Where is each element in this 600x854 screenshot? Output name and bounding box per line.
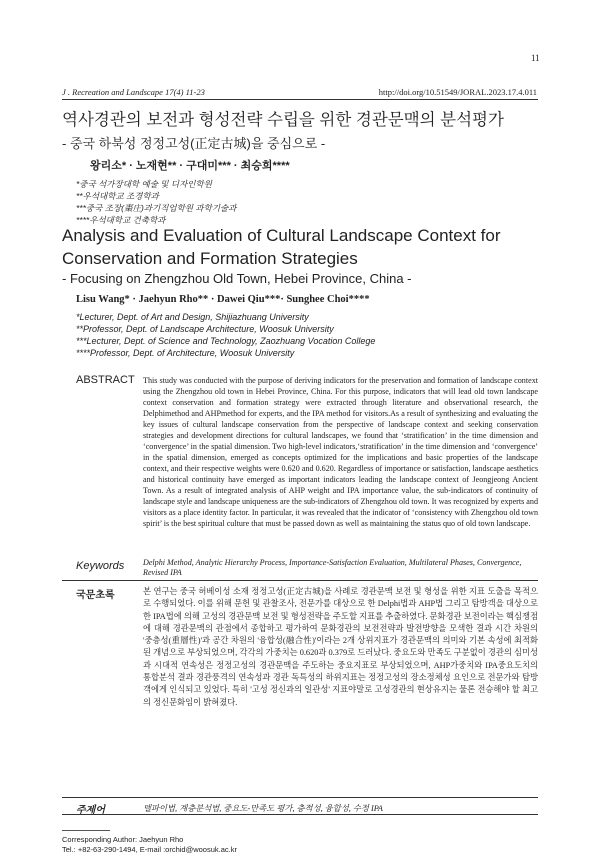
keywords-rule: [62, 580, 538, 581]
korean-keywords-label: 주제어: [76, 805, 105, 816]
korean-authors: 왕리소* · 노재현** · 구대미*** · 최승희****: [90, 160, 290, 172]
footnote-corresponding-author: Corresponding Author: Jaehyun Rho: [62, 835, 184, 844]
english-affiliation: **Professor, Dept. of Landscape Architecture, Woosuk University: [76, 324, 334, 334]
page-number: 11: [531, 53, 540, 63]
korean-abstract-label: 국문초록: [76, 590, 115, 601]
english-affiliation: ***Lecturer, Dept. of Science and Technology, Zaozhuang Vocation College: [76, 336, 376, 346]
english-authors: Lisu Wang* · Jaehyun Rho** · Dawei Qiu***· Sunghee Choi****: [76, 294, 370, 305]
korean-keywords-text: 델파이법, 계층분석법, 중요도-만족도 평가, 층적성, 융합성, 수정 IPA: [143, 804, 383, 813]
korean-abstract-text: 본 연구는 중국 허베이성 소재 정정고성(正定古城)을 사례로 경관문맥 보전 및 형성을 위한 지표 도출을 목적으로 수행되었다. 이를 위해 문헌 및 관찰조사, 전문가를 대상으로 한 Delphi법과 AHP법 그리고 탐방객을 대상으로 한 IPA법에 의해 고성의 경관문맥 보전 및 형성전략을 주도할 지표를 추출하였다. 문화경관 보전이라는 핵심쟁점에 대해 경관문맥의 관점에서 종합하고 평가하여 문화경관의 보전전략과 발전방향을 모색한 결과 시간 차원의 '중층성(重層性)'과 공간 차원의 '융합성(融合性)'이라는 2개 상위지표가 경관문맥의 의미와 기본 속성에 최적화된 개념으로 부상되었으며, 각각의 가중치는 0.620과 0.379로 드러났다. 중요도와 만족도 구분없이 경관의 심미성과 시대적 연속성은 정정고성의 경관문맥을 주도하는 중요지표로 부상되었으며, AHP가중치와 IPA중요도치의 통합분석 결과 경관풍격의 연속성과 경관 독특성의 하위지표는 정정고성의 장소정체성 요인으로 전문가와 탐방객에게 인식되고 있었다. 특히 '고성 정신과의 일관성' 지표야말로 고성경관의 현상유지는 물론 전승해야 할 최고의 정신문화임이 밝혀졌다.: [143, 587, 538, 707]
korean-affiliation: *중국 석가장대학 예술 및 디자인학원: [76, 179, 212, 189]
english-affiliation: *Lecturer, Dept. of Art and Design, Shijiazhuang University: [76, 312, 309, 322]
english-subtitle: - Focusing on Zhengzhou Old Town, Hebei Province, China -: [62, 271, 412, 286]
footnote-rule: [62, 830, 110, 831]
korean-affiliation: ***중국 조장(棗庄)과기직업학원 과학기술과: [76, 203, 237, 213]
english-affiliation: ****Professor, Dept. of Architecture, Woosuk University: [76, 348, 295, 358]
header-rule: [62, 99, 538, 100]
korean-subtitle: - 중국 하북성 정정고성(正定古城)을 중심으로 -: [62, 136, 326, 151]
keywords-label: Keywords: [76, 560, 125, 572]
english-title: Analysis and Evaluation of Cultural Landscape Context for Conservation and Formation Strategies: [62, 226, 501, 268]
abstract-label: ABSTRACT: [76, 374, 135, 386]
korean-title: 역사경관의 보전과 형성전략 수립을 위한 경관문맥의 분석평가: [62, 111, 504, 129]
footnote-contact: Tel.: +82-63-290-1494, E-mail :orchid@woosuk.ac.kr: [62, 845, 237, 854]
korean-keywords-rule: [62, 814, 538, 815]
running-header-journal: J . Recreation and Landscape 17(4) 11-23: [62, 87, 205, 97]
abstract-text: This study was conducted with the purpose of deriving indicators for the preservation and formation of landscape context using the Zhengzhou old town in Hebei Province, China. For this purpose, indicators that will lead old town landscape context conservation and formation strategy were extracted through literature and observational research, the Delphimethod and AHPmethod for experts, and the IPA method for visitors.As a result of synthesizing and evaluating the key issues of cultural landscape conservation from the perspective of landscape context and seeking conservation strategies and development directions for cultural landscapes, we found that ‘stratification’ in the time dimension and ‘convergence’ in the spatial dimension. Two high-level indicators,‘stratification’ in the time dimension and ‘convergence’ in the spatial dimension, emerged as concepts optimized for the implications and basic properties of the landscape context, and their respective weights were 0.620 and 0.620. Regardless of importance or satisfaction, landscape aesthetics and historical continuity have emerged as important indicators leading the landscape context of Jeongjeong Ancient Town. As a result of integrated analysis of AHP weight and IPA importance value, the sub-indicators of continuity of landscape style and landscape uniqueness are the sub-indicators of Zhengzhou old town. It was recognized by experts and visitors as a place identity factor. In particular, it was revealed that the indicator of ‘consistency with Zhengzhou old town spirit’ is the best spiritual culture that must be passed down as well as maintaining the status quo of old town landscape.: [143, 376, 538, 528]
keywords-text: Delphi Method, Analytic Hierarchy Process, Importance-Satisfaction Evaluation, Multilateral Phases, Convergence, Revised IPA: [143, 558, 522, 577]
korean-abstract-rule: [62, 797, 538, 798]
running-header-doi: http://doi.org/10.51549/JORAL.2023.17.4.011: [378, 87, 537, 97]
korean-affiliation: **우석대학교 조경학과: [76, 191, 159, 201]
korean-affiliation: ****우석대학교 건축학과: [76, 215, 166, 225]
